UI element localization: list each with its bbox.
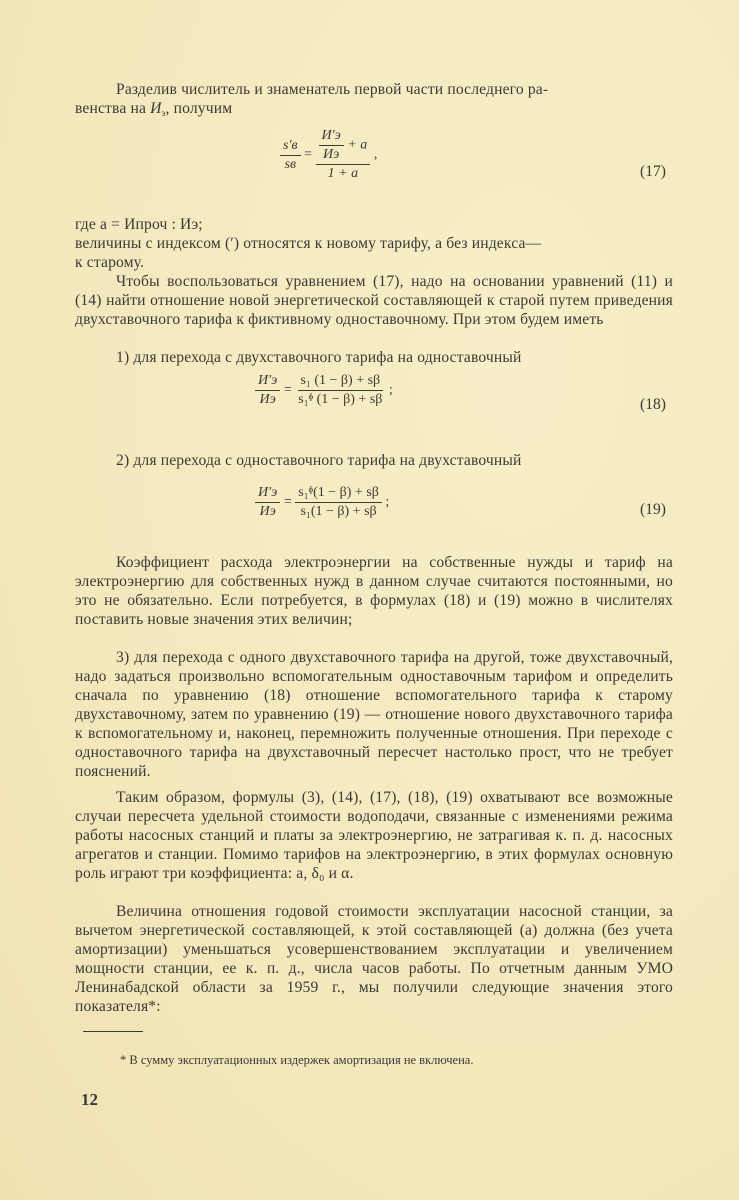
eq17-lhs: [280, 138, 301, 173]
equation-17: [280, 128, 377, 182]
intro-suffix: , получим: [165, 100, 233, 117]
eq17-comma: ,: [373, 147, 378, 163]
equals-sign: =: [283, 494, 296, 510]
eq19-rhs: [295, 485, 382, 520]
eq19-lhs: [255, 485, 280, 520]
eq17-rhs-num: [316, 128, 371, 165]
paragraph-intro: [75, 80, 673, 123]
paragraph-coefficient: Коэффициент расхода электроэнергии на собственные нужды и тариф на электроэнергию для собственных нужд в данном случае считаются постоянными, но это не обязательно. Если потребуется, в формулах (18) и (19) можно в числителях поставить новые значения этих величин;: [75, 554, 673, 628]
eq17-inner-num: И′э: [319, 128, 344, 146]
equals-sign: =: [283, 382, 296, 398]
paragraph-summary: Таким образом, формулы (3), (14), (17), (18), (19) охватывают все возможные случаи пересчета удельной стоимости водоподачи, связанные с изменениями режима работы насосных станций и платы за электроэнергию, не затрагивая к. п. д. насосных агрегатов и станции. Помимо тарифов на электроэнергию, в этих формулах основную роль играют три коэффициента: a, δ₀ и α.: [75, 789, 673, 882]
intro-text: венства на: [75, 100, 151, 117]
eq18-lhs-den: Иэ: [259, 392, 276, 407]
footnote: * В сумму эксплуатационных издержек амортизация не включена.: [120, 1053, 474, 1067]
intro-line-1: Разделив числитель и знаменатель первой части последнего ра-: [116, 81, 549, 98]
equals-sign: =: [304, 147, 316, 163]
where-block: [75, 215, 673, 272]
where-note-line-1: величины с индексом (′) относятся к новому тарифу, а без индекса—: [75, 235, 542, 252]
footnote-divider: [83, 1031, 143, 1032]
eq18-lhs: [255, 373, 280, 408]
paragraph-ratio: Величина отношения годовой стоимости эксплуатации насосной станции, за вычетом энергетической составляющей, к этой составляющей (a) должна (без учета амортизации) уменьшаться усовершенствованием эксплуатации и увеличением мощности станции, ее к. п. д., числа часов работы. По отчетным данным УМО Ленинабадской области за 1959 г., мы получили следующие значения этого показателя*:: [75, 903, 673, 1015]
where-definition: где a = Ипроч : Иэ;: [75, 216, 203, 233]
equation-18: [255, 373, 393, 408]
equation-19: [255, 485, 389, 520]
eq18-rhs-num: s₁ (1 − β) + sβ: [298, 373, 384, 391]
eq19-semicolon: ;: [385, 494, 390, 510]
eq17-lhs-num: s′в: [280, 138, 301, 156]
paragraph-equation-usage: Чтобы воспользоваться уравнением (17), надо на основании уравнений (11) и (14) найти отношение новой энергетической составляющей к старой путем приведения двухставочного тарифа к фиктивному одноставочному. При этом будем иметь: [75, 273, 673, 328]
case-1-heading: 1) для перехода с двухставочного тарифа на одноставочный: [116, 349, 522, 366]
eq18-rhs-den: s₁ᶲ (1 − β) + sβ: [298, 392, 383, 407]
intro-line-2: [75, 99, 232, 123]
eq17-rhs: [316, 128, 371, 182]
eq17-inner-den: Иэ: [323, 147, 340, 162]
eq18-lhs-num: И′э: [255, 373, 280, 391]
eq19-lhs-den: Иэ: [259, 504, 276, 519]
equation-number-19: (19): [640, 501, 666, 518]
eq19-rhs-num: s₁ᶲ(1 − β) + sβ: [295, 485, 382, 503]
case-2-heading: 2) для перехода с одноставочного тарифа на двухставочный: [116, 452, 522, 469]
eq19-rhs-den: s₁(1 − β) + sβ: [300, 504, 377, 519]
equation-number-17: (17): [640, 163, 666, 180]
eq17-plus-a: + a: [347, 137, 368, 153]
eq17-rhs-den: 1 + a: [327, 166, 359, 181]
eq17-inner-frac: [319, 128, 344, 163]
variable-I: И: [150, 100, 162, 117]
page-number: 12: [81, 1090, 98, 1109]
eq18-semicolon: ;: [388, 382, 393, 398]
subscript-e: э: [161, 108, 166, 118]
eq19-lhs-num: И′э: [255, 485, 280, 503]
eq18-rhs: [295, 373, 385, 408]
eq17-lhs-den: sв: [284, 156, 297, 172]
case-3-paragraph: 3) для перехода с одного двухставочного тарифа на другой, тоже двухставочный, надо задаться произвольно вспомогательным одноставочным тарифом и определить сначала по уравнению (18) отношение вспомогательного тарифа к старому двухставочному, затем по уравнению (19) — отношение нового двухставочного тарифа к вспомогательному и, наконец, перемножить полученные отношения. При переходе с одноставочного тарифа на двухставочный пересчет настолько прост, что не требует пояснений.: [75, 649, 673, 780]
where-note-line-2: к старому.: [75, 254, 145, 271]
equation-number-18: (18): [640, 396, 666, 413]
